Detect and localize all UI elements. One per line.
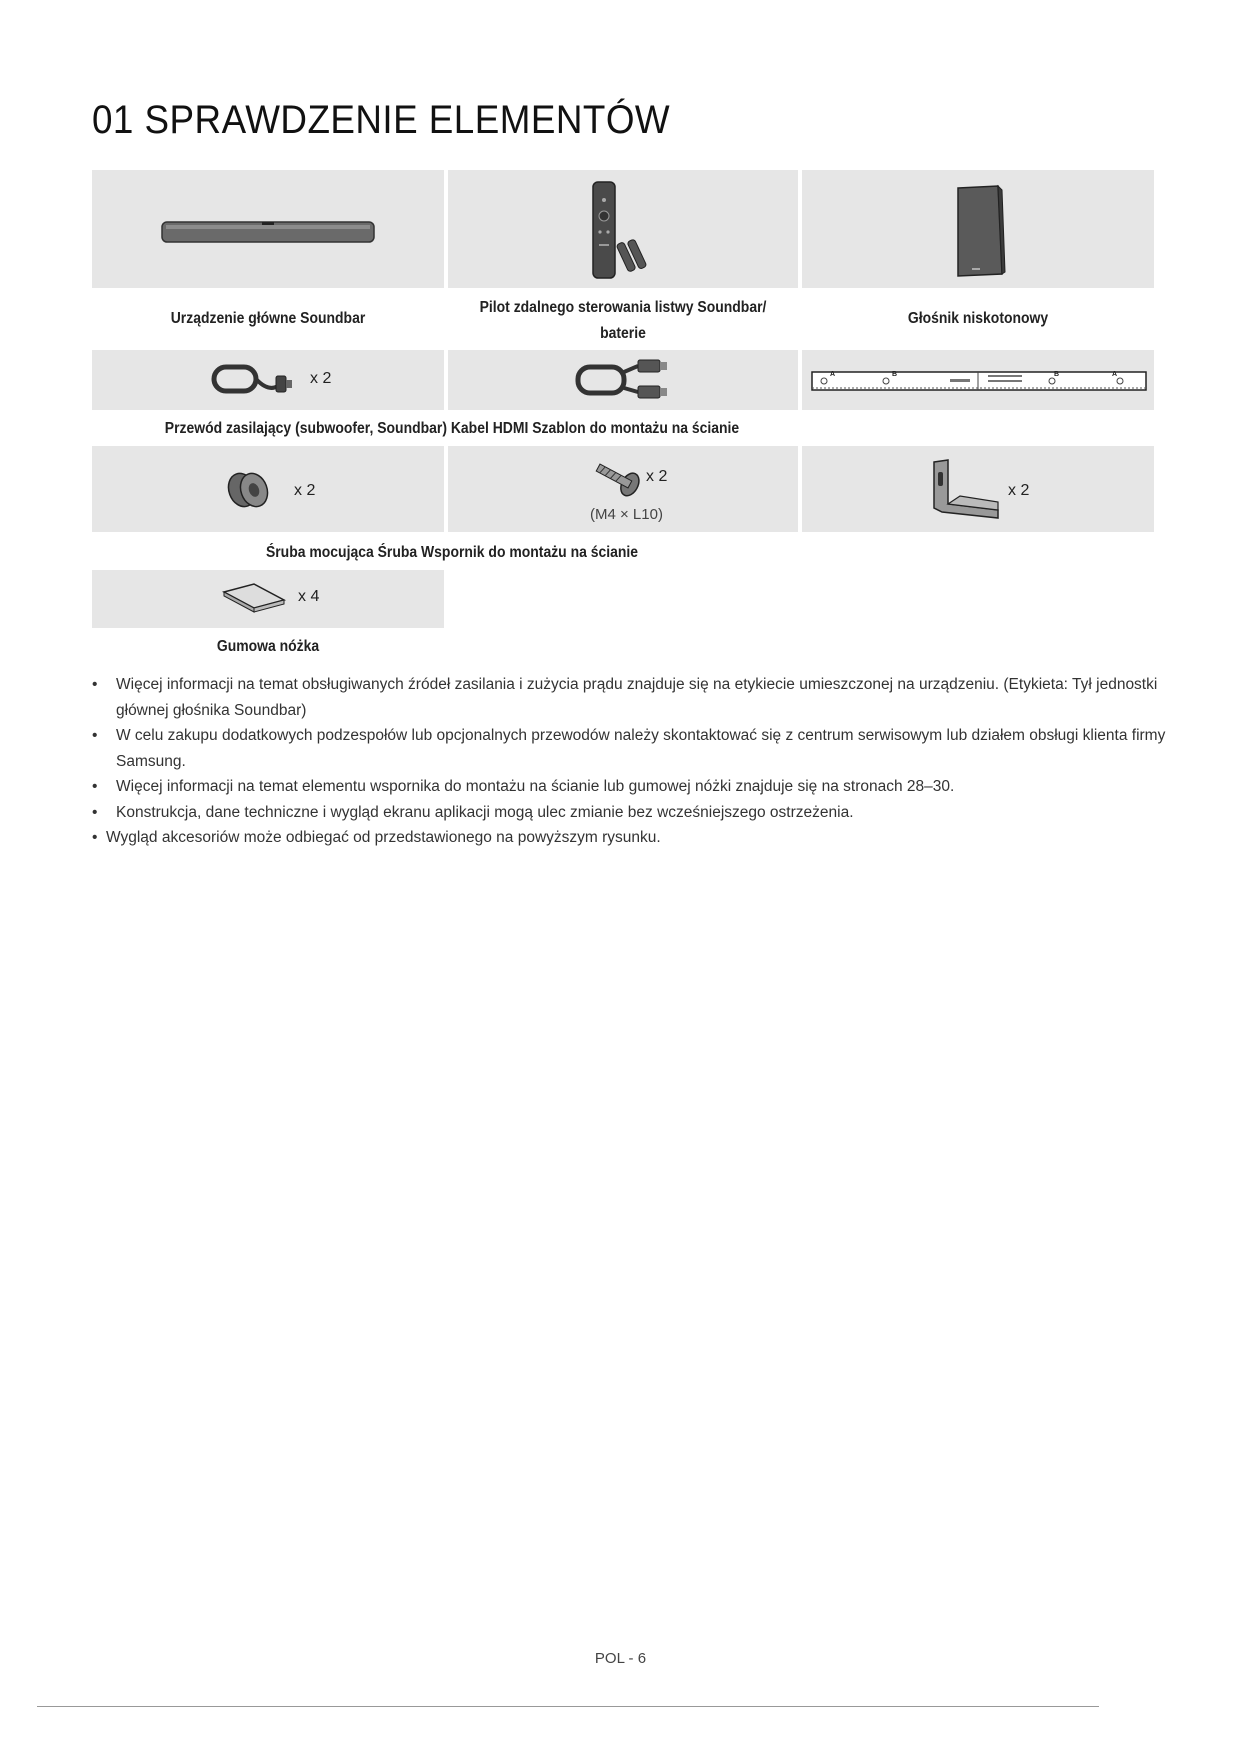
subwoofer-image bbox=[802, 170, 1154, 288]
hdmi-image bbox=[448, 350, 798, 410]
note-item bbox=[92, 825, 1167, 851]
note-text: Więcej informacji na temat obsługiwanych źródeł zasilania i zużycia prądu znajduje się na etykiecie umieszczonej na urządzeniu. (Etykieta: Tył jednostki głównej głośnika Soundbar) bbox=[116, 676, 1158, 719]
note-text: Konstrukcja, dane techniczne i wygląd ekranu aplikacji mogą ulec zmianie bez wcześniejszego ostrzeżenia. bbox=[116, 803, 854, 821]
holder-screw-image bbox=[92, 446, 444, 532]
screw-image-cell bbox=[448, 446, 798, 532]
caption-row3: Śruba mocująca Śruba Wspornik do montażu na ścianie bbox=[265, 544, 639, 561]
note-text: Więcej informacji na temat elementu wspornika do montażu na ścianie lub gumowej nóżki znajduje się na stronach 28–30. bbox=[116, 778, 955, 795]
caption-remote-line1: Pilot zdalnego sterowania listwy Soundbar/ bbox=[479, 299, 767, 316]
template-label-b-left: B bbox=[892, 371, 898, 378]
caption-feet: Gumowa nóżka bbox=[216, 638, 320, 655]
remote-image bbox=[448, 170, 798, 288]
qty-power-cord: x 2 bbox=[310, 370, 332, 387]
screw-size: (M4 × L10) bbox=[590, 506, 663, 523]
holder-screw-image-cell bbox=[92, 446, 444, 532]
notes-list bbox=[92, 672, 1167, 851]
caption-remote bbox=[466, 295, 781, 347]
rubber-feet-image bbox=[92, 570, 444, 628]
note-item bbox=[92, 774, 1167, 800]
template-label-a-right: A bbox=[1112, 371, 1118, 378]
bullet: • bbox=[92, 803, 98, 821]
template-label-a-left: A bbox=[830, 371, 836, 378]
page-title: 01 SPRAWDZENIE ELEMENTÓW bbox=[92, 98, 671, 142]
template-label-b-right: B bbox=[1054, 371, 1060, 378]
caption-row2: Przewód zasilający (subwoofer, Soundbar) Kabel HDMI Szablon do montażu na ścianie bbox=[164, 420, 740, 437]
bracket-image-cell bbox=[802, 446, 1154, 532]
footer-divider bbox=[37, 1706, 1099, 1707]
note-text: W celu zakupu dodatkowych podzespołów lub opcjonalnych przewodów należy skontaktować się z centrum serwisowym lub działem obsługi klienta firmy Samsung. bbox=[116, 727, 1166, 770]
hdmi-image-cell bbox=[448, 350, 798, 410]
note-item bbox=[92, 800, 1167, 826]
power-cord-image bbox=[92, 350, 444, 410]
page-number: POL - 6 bbox=[594, 1650, 647, 1667]
subwoofer-image-cell bbox=[802, 170, 1154, 288]
wall-template-image-cell bbox=[802, 350, 1154, 410]
soundbar-image-cell bbox=[92, 170, 444, 288]
qty-bracket: x 2 bbox=[1008, 482, 1030, 499]
power-cord-image-cell bbox=[92, 350, 444, 410]
bracket-image bbox=[802, 446, 1154, 532]
caption-remote-line2: baterie bbox=[600, 325, 646, 342]
caption-soundbar: Urządzenie główne Soundbar bbox=[170, 310, 366, 327]
bullet: • bbox=[92, 829, 98, 846]
wall-template-image bbox=[802, 350, 1154, 410]
rubber-feet-image-cell bbox=[92, 570, 444, 628]
remote-image-cell bbox=[448, 170, 798, 288]
bullet: • bbox=[92, 676, 98, 693]
qty-screw: x 2 bbox=[646, 468, 668, 485]
qty-feet: x 4 bbox=[298, 588, 320, 605]
bullet: • bbox=[92, 727, 98, 744]
note-text: Wygląd akcesoriów może odbiegać od przedstawionego na powyższym rysunku. bbox=[106, 829, 661, 846]
note-item bbox=[92, 672, 1167, 723]
caption-subwoofer: Głośnik niskotonowy bbox=[907, 310, 1049, 327]
bullet: • bbox=[92, 778, 98, 795]
soundbar-image bbox=[92, 170, 444, 288]
note-item bbox=[92, 723, 1167, 774]
qty-holder-screw: x 2 bbox=[294, 482, 316, 499]
